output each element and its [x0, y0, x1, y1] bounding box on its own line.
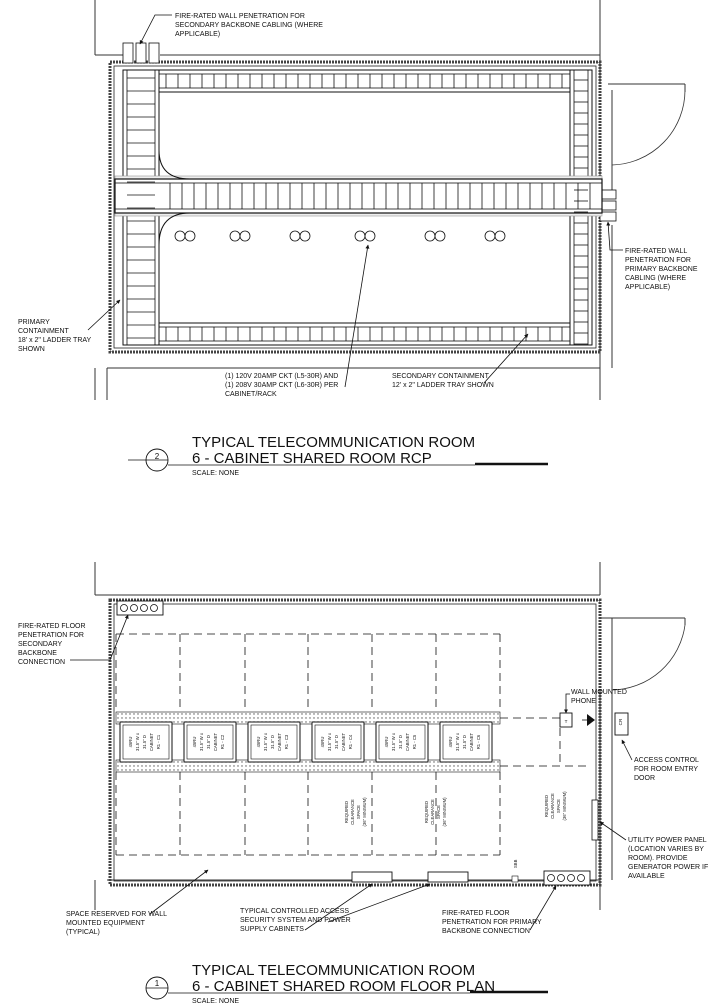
note-wall-space: SPACE RESERVED FOR WALL MOUNTED EQUIPMENT (TYPICAL) [66, 911, 167, 936]
cabinet-label: 31.5" W x [455, 732, 460, 752]
cabinet-label: 31.5" W x [327, 732, 332, 752]
rcp-scale: SCALE: NONE [192, 470, 240, 477]
receptacle-circle [175, 231, 185, 241]
note-fire-wall-secondary: FIRE-RATED WALL PENETRATION FOR SECONDARY BACKBONE CABLING (WHERE APPLICABLE) [175, 13, 323, 38]
receptacle-circle [435, 231, 445, 241]
receptacle-circle [300, 231, 310, 241]
security-cabinet-1 [352, 872, 392, 882]
clearance-label: SPACE [556, 799, 561, 813]
receptacle-circle [240, 231, 250, 241]
floor-bubble: 1 [154, 979, 160, 988]
cabinet-label: 31.5" D [334, 735, 339, 749]
cabinet-label: 31.5" W x [391, 732, 396, 752]
clearance-label: (36" MINIMUM) [562, 791, 567, 821]
cabinet-label: 45RU [320, 736, 325, 748]
cabinet-label: 45RU [448, 736, 453, 748]
cabinet [248, 722, 300, 762]
cabinet-label: 31.5" D [398, 735, 403, 749]
cabinet-label: R1 - C5 [412, 734, 417, 750]
cabinet-label: R1 - C6 [476, 734, 481, 750]
secondary-ladder-bottom [159, 323, 570, 345]
receptacle-circle [290, 231, 300, 241]
cabinet-label: R1 - C2 [220, 734, 225, 750]
note-circuits: (1) 120V 20AMP CKT (L5-30R) AND (1) 208V 30AMP CKT (L6-30R) PER CABINET/RACK [225, 373, 339, 398]
cabinet-label: R1 - C1 [156, 734, 161, 750]
floor-title-line-1: TYPICAL TELECOMMUNICATION ROOM [192, 962, 476, 979]
clearance-label: (36" MINIMUM) [442, 797, 447, 827]
note-controlled-access: TYPICAL CONTROLLED ACCESS SECURITY SYSTEM AND POWER SUPPLY CABINETS [240, 908, 351, 933]
receptacles [175, 231, 505, 241]
rcp-title-block [128, 434, 548, 477]
cabinet [376, 722, 428, 762]
cabinet-label: 45RU [256, 736, 261, 748]
cabinet-label: 45RU [128, 736, 133, 748]
cabinet-label: CABINET [341, 732, 346, 752]
floor-penetration-primary [544, 871, 590, 885]
cabinet-label: R1 - C3 [284, 734, 289, 750]
floor-scale: SCALE: NONE [192, 998, 240, 1005]
cabinet-label: 31.5" D [206, 735, 211, 749]
clearance-label: CLEARANCE [550, 793, 555, 819]
cabinet-label: 31.5" W x [135, 732, 140, 752]
receptacle-circle [230, 231, 240, 241]
clearance-label: REQUIRED [544, 794, 549, 818]
cabinet-label: R1 - C4 [348, 734, 353, 750]
cabinet-label: 45RU [384, 736, 389, 748]
primary-ladder-center [115, 150, 602, 245]
clearance-label: (36" MINIMUM) [362, 797, 367, 827]
clearance-label: CLEARANCE [350, 799, 355, 825]
cabinet-label: CABINET [469, 732, 474, 752]
cabinet [312, 722, 364, 762]
floor-title-block [146, 962, 548, 1005]
receptacle-circle [365, 231, 375, 241]
clearance-label: SPACE [356, 805, 361, 819]
cabinet [440, 722, 492, 762]
cabinet-label: 45RU [192, 736, 197, 748]
receptacle-circle [425, 231, 435, 241]
floor-penetration-secondary [117, 601, 163, 615]
note-fire-floor-secondary: FIRE-RATED FLOOR PENETRATION FOR SECONDARY BACKBONE CONNECTION [18, 623, 86, 666]
cabinet-label: 31.5" W x [263, 732, 268, 752]
rcp-title-line-1: TYPICAL TELECOMMUNICATION ROOM [192, 434, 476, 451]
floor-title-line-2: 6 - CABINET SHARED ROOM FLOOR PLAN [192, 978, 496, 995]
note-primary-containment: PRIMARY CONTAINMENT 18' x 2" LADDER TRAY SHOWN [18, 319, 92, 353]
receptacle-circle [485, 231, 495, 241]
cabinet-label: 31.5" D [142, 735, 147, 749]
note-wall-phone: WALL MOUNTED PHONE [571, 689, 627, 705]
receptacle-circle [355, 231, 365, 241]
cabinet-label: CABINET [405, 732, 410, 752]
sbb-label: SBB [513, 859, 518, 868]
note-fire-floor-primary: FIRE-RATED FLOOR PENETRATION FOR PRIMARY BACKBONE CONNECTION [442, 910, 542, 935]
note-secondary-containment: SECONDARY CONTAINMENT 12' x 2" LADDER TRAY SHOWN [392, 373, 494, 389]
cabinet-label: 31.5" D [462, 735, 467, 749]
note-utility-panel: UTILITY POWER PANEL (LOCATION VARIES BY ROOM). PROVIDE GENERATOR POWER IF AVAILABLE [628, 837, 709, 880]
cr-label: CR [618, 718, 623, 726]
rcp-bubble: 2 [154, 452, 160, 461]
clearance-label: REQUIRED [424, 800, 429, 824]
note-fire-wall-primary: FIRE-RATED WALL PENETRATION FOR PRIMARY BACKBONE CABLING (WHERE APPLICABLE) [625, 248, 698, 291]
cabinet-label: 31.5" W x [199, 732, 204, 752]
floor-notes [18, 615, 710, 936]
cabinet [120, 722, 172, 762]
receptacle-circle [185, 231, 195, 241]
rcp-plan [95, 0, 685, 400]
clearance-label: CLEARANCE [430, 799, 435, 825]
cabinet-label: CABINET [213, 732, 218, 752]
cabinet-label: CABINET [277, 732, 282, 752]
cabinet [184, 722, 236, 762]
cabinet-label: CABINET [149, 732, 154, 752]
clearance-label: SPACE [436, 805, 441, 819]
card-reader [615, 713, 628, 735]
receptacle-circle [495, 231, 505, 241]
cabinet-label: 31.5" D [270, 735, 275, 749]
cabinet-row [120, 722, 492, 762]
security-cabinet-2 [428, 872, 468, 882]
clearance-label: REQUIRED [344, 800, 349, 824]
phone-label: T [564, 719, 568, 724]
floor-plan [95, 562, 685, 910]
rcp-title-line-2: 6 - CABINET SHARED ROOM RCP [192, 450, 432, 467]
secondary-ladder-top [159, 70, 570, 92]
note-access-control: ACCESS CONTROL FOR ROOM ENTRY DOOR [634, 757, 699, 782]
wall-phone [560, 713, 595, 727]
utility-power-panel [592, 800, 598, 840]
